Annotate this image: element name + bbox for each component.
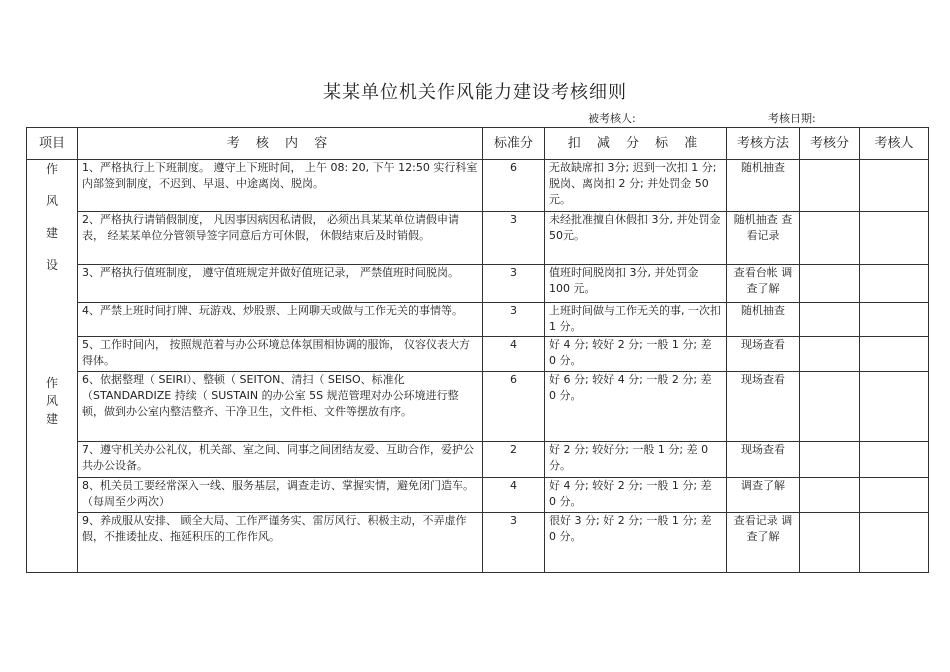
row-score-cell[interactable] xyxy=(800,513,860,573)
row-content: 2、严格执行请销假制度， 凡因事因病因私请假， 必须出具某某单位请假申请表， 经某某单位分管领导签字同意后方可休假， 休假结束后及时销假。 xyxy=(78,212,483,265)
row-standard-score: 3 xyxy=(483,265,545,303)
row-method: 现场查看 xyxy=(727,337,800,372)
side-char: 作 xyxy=(45,376,58,390)
row-content: 6、依据整理（ SEIRI）、整顿（ SEITON、清扫（ SEISO、标准化（STANDARDIZE 持续（ SUSTAIN 的办公室 5S 规范管理对办公环境进行整顿，做到办公室内整洁整齐、干净卫生，文件柜、文件等摆放有序。 xyxy=(78,372,483,442)
header-content: 考 核 内 容 xyxy=(78,128,483,160)
side-char: 设 xyxy=(45,258,58,272)
row-content: 1、严格执行上下班制度。 遵守上下班时间， 上午 08: 20, 下午 12:50 实行科室内部签到制度，不迟到、早退、中途离岗、脱岗。 xyxy=(78,160,483,212)
row-score-cell[interactable] xyxy=(800,442,860,478)
row-assessor-cell[interactable] xyxy=(860,337,929,372)
row-assessor-cell[interactable] xyxy=(860,212,929,265)
row-assessor-cell[interactable] xyxy=(860,160,929,212)
row-deduction: 值班时间脱岗扣 3分, 并处罚金 100 元。 xyxy=(545,265,727,303)
row-standard-score: 6 xyxy=(483,372,545,442)
assessment-table xyxy=(26,127,929,573)
row-standard-score: 3 xyxy=(483,303,545,337)
row-content: 7、遵守机关办公礼仪，机关部、室之间、同事之间团结友爱、互助合作，爱护公共办公设备。 xyxy=(78,442,483,478)
row-standard-score: 3 xyxy=(483,212,545,265)
table-row xyxy=(27,160,929,212)
row-method: 调查了解 xyxy=(727,478,800,513)
row-standard-score: 4 xyxy=(483,337,545,372)
row-score-cell[interactable] xyxy=(800,478,860,513)
row-deduction: 好 6 分; 较好 4 分; 一般 2 分; 差 0 分。 xyxy=(545,372,727,442)
row-standard-score: 4 xyxy=(483,478,545,513)
row-deduction: 上班时间做与工作无关的事, 一次扣 1 分。 xyxy=(545,303,727,337)
row-deduction: 未经批准擅自休假扣 3分, 并处罚金 50元。 xyxy=(545,212,727,265)
page-title: 某某单位机关作风能力建设考核细则 xyxy=(323,82,627,103)
row-score-cell[interactable] xyxy=(800,303,860,337)
header-method: 考核方法 xyxy=(727,128,800,160)
row-assessor-cell[interactable] xyxy=(860,478,929,513)
row-content: 5、工作时间内， 按照规范着与办公环境总体氛围相协调的服饰， 仪容仪表大方得体。 xyxy=(78,337,483,372)
row-assessor-cell[interactable] xyxy=(860,303,929,337)
row-content: 4、严禁上班时间打牌、玩游戏、炒股票、上网聊天或做与工作无关的事情等。 xyxy=(78,303,483,337)
row-score-cell[interactable] xyxy=(800,265,860,303)
item-column-label xyxy=(27,160,78,573)
side-char: 建 xyxy=(45,412,58,426)
row-score-cell[interactable] xyxy=(800,372,860,442)
row-assessor-cell[interactable] xyxy=(860,372,929,442)
row-deduction: 无故缺席扣 3分; 迟到一次扣 1 分; 脱岗、离岗扣 2 分; 并处罚金 50 元。 xyxy=(545,160,727,212)
row-deduction: 好 4 分; 较好 2 分; 一般 1 分; 差 0 分。 xyxy=(545,337,727,372)
header-deduction: 扣 减 分 标 准 xyxy=(545,128,727,160)
row-deduction: 好 4 分; 较好 2 分; 一般 1 分; 差 0 分。 xyxy=(545,478,727,513)
row-method: 现场查看 xyxy=(727,372,800,442)
row-standard-score: 6 xyxy=(483,160,545,212)
table-row xyxy=(27,513,929,573)
row-content: 9、养成服从安排、 顾全大局、工作严谨务实、雷厉风行、积极主动，不弄虚作假，不推诿扯皮、拖延积压的工作作风。 xyxy=(78,513,483,573)
row-method: 随机抽查 xyxy=(727,160,800,212)
row-standard-score: 2 xyxy=(483,442,545,478)
row-method: 随机抽查 查看记录 xyxy=(727,212,800,265)
table-row xyxy=(27,303,929,337)
table-header-row xyxy=(27,128,929,160)
review-date-label: 考核日期: xyxy=(768,112,816,125)
row-score-cell[interactable] xyxy=(800,337,860,372)
row-method: 现场查看 xyxy=(727,442,800,478)
row-score-cell[interactable] xyxy=(800,160,860,212)
header-standard-score: 标准分 xyxy=(483,128,545,160)
side-char: 风 xyxy=(45,394,58,408)
row-score-cell[interactable] xyxy=(800,212,860,265)
row-method: 随机抽查 xyxy=(727,303,800,337)
header-item: 项目 xyxy=(27,128,78,160)
table-row xyxy=(27,265,929,303)
row-assessor-cell[interactable] xyxy=(860,265,929,303)
side-char: 作 xyxy=(45,162,58,176)
row-method: 查看记录 调查了解 xyxy=(727,513,800,573)
table-row xyxy=(27,212,929,265)
table-row xyxy=(27,478,929,513)
table-row xyxy=(27,372,929,442)
row-standard-score: 3 xyxy=(483,513,545,573)
table-row xyxy=(27,442,929,478)
row-content: 3、严格执行值班制度， 遵守值班规定并做好值班记录， 严禁值班时间脱岗。 xyxy=(78,265,483,303)
row-content: 8、机关员工要经常深入一线、服务基层，调查走访、掌握实情，避免闭门造车。（每周至少两次） xyxy=(78,478,483,513)
header-assessor: 考核人 xyxy=(860,128,929,160)
table-row xyxy=(27,337,929,372)
row-deduction: 很好 3 分; 好 2 分; 一般 1 分; 差 0 分。 xyxy=(545,513,727,573)
row-assessor-cell[interactable] xyxy=(860,442,929,478)
row-method: 查看台帐 调查了解 xyxy=(727,265,800,303)
row-assessor-cell[interactable] xyxy=(860,513,929,573)
header-score: 考核分 xyxy=(800,128,860,160)
row-deduction: 好 2 分; 较好分; 一般 1 分; 差 0 分。 xyxy=(545,442,727,478)
side-char: 风 xyxy=(45,194,58,208)
reviewee-label: 被考核人: xyxy=(588,112,636,125)
side-char: 建 xyxy=(45,226,58,240)
